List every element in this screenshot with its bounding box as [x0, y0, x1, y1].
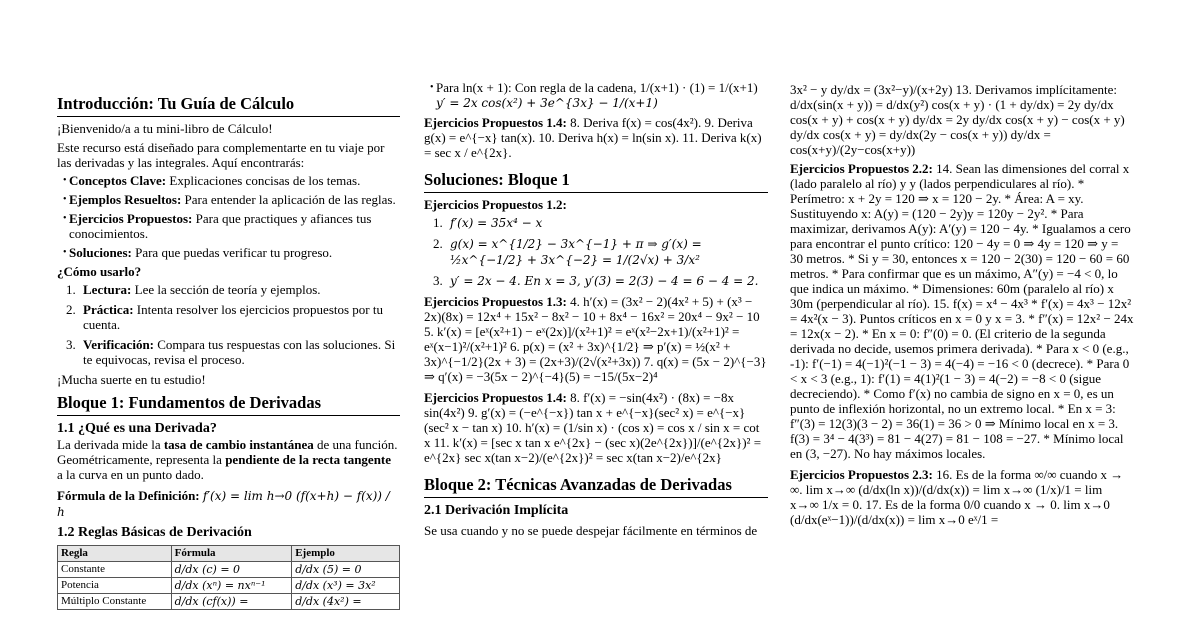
exercises-1-4: Ejercicios Propuestos 1.4: 8. Deriva f(x) = cos(4x²). 9. Deriva g(x) = e^{−x} tan(x). 10. Deriva h(x) = ln(sin x). 11. Deriva k(x) = sec x / e^{2x}. [424, 115, 762, 160]
bloque1-heading: Bloque 1: Fundamentos de Derivadas [57, 393, 400, 416]
column-left [57, 94, 400, 610]
table-row: Múltiplo Constante d/dx (cf(x)) = d/dx (4x²) = [58, 594, 400, 610]
usage-heading: ¿Cómo usarlo? [57, 264, 142, 279]
column-right [790, 82, 1134, 527]
table-row: Potencia d/dx (xⁿ) = nxⁿ⁻¹ d/dx (x³) = 3x² [58, 578, 400, 594]
exercises-2-3: Ejercicios Propuestos 2.3: 16. Es de la forma ∞/∞ cuando x → ∞. lim x→∞ (d/dx(ln x))/(d/dx(x)) = lim x→∞ (1/x)/1 = lim x→∞ 1/x = 0. 17. Es de la forma 0/0 cuando x → 0. lim x→0 (d/dx(eˣ−1))/(d/dx(x)) = lim x→0 eˣ/1 = [790, 467, 1124, 527]
exercises-1-4-solutions: Ejercicios Propuestos 1.4: 8. f′(x) = −sin(4x²) · (8x) = −8x sin(4x²) 9. g′(x) = (−e^{−x}) tan x + e^{−x}(sec² x) = e^{−x}(sec² x − tan x) 10. h′(x) = (1/sin x) · (cos x) = cos x / sin x = cot x 11. k′(x) = [sec x tan x e^{2x} − (sec x)(2e^{2x})]/(e^{2x})² = e^{2x} sec x(tan x−2)/(e^{2x})² = sec x(tan x−2)/e^{2x} [424, 390, 762, 465]
usage-steps [57, 282, 400, 367]
welcome-text: ¡Bienvenido/a a tu mini-libro de Cálculo! [57, 121, 273, 136]
column-middle [424, 80, 768, 538]
list-item: • Ejemplos Resueltos: Para entender la aplicación de las reglas. [63, 192, 400, 207]
table-row: Constante d/dx (c) = 0 d/dx (5) = 0 [58, 562, 400, 578]
definition-formula: Fórmula de la Definición: f′(x) = lim h→0 (f(x+h) − f(x)) / h [57, 488, 390, 519]
implicit-derivation-text: 3x² − y dy/dx = (3x²−y)/(x+2y) 13. Derivamos implícitamente: d/dx(sin(x + y)) = d/dx(y²) cos(x + y) · (1 + dy/dx) = 2y dy/dx cos(x + y) + cos(x + y) dy/dx = 2y dy/dx cos(x + y) − cos(x + y) dy/dx cos(x + y) = dy/dx(2y − cos(x + y)) dy/dx = cos(x+y)/(2y−cos(x+y)) [790, 82, 1125, 157]
list-item: • Conceptos Clave: Explicaciones concisas de los temas. [63, 173, 400, 188]
chain-rule-list [430, 80, 768, 95]
sec11-text: La derivada mide la tasa de cambio instantánea de una función. Geométricamente, representa la pendiente de la recta tangente a la curva en un punto dado. [57, 437, 398, 482]
rules-table [57, 545, 400, 610]
intro-text: Este recurso está diseñado para complementarte en tu viaje por las derivadas y las integrales. Aquí encontrarás: [57, 140, 385, 170]
list-item: 2. g(x) = x^{1/2} − 3x^{−1} + π ⇒ g′(x) = ½x^{−1/2} + 3x^{−2} = 1/(2√x) + 3/x² [433, 236, 702, 267]
exercises-2-2: Ejercicios Propuestos 2.2: 14. Sean las dimensiones del corral x (lado paralelo al río) y y (lados perpendiculares al río). * Perímetro: x + 2y = 120 ⇒ x = 120 − 2y. * Área: A = xy. Sustituyendo x: A(y) = (120 − 2y)y = 120y − 2y². * Para maximizar, derivamos A(y): A′(y) = 120 − 4y. * Igualamos a cero para encontrar el punto crítico: 120 − 4y = 0 ⇒ 4y = 120 ⇒ y = 30 metros. * Si y = 30, entonces x = 120 − 2(30) = 120 − 60 = 60 metros. * Para confirmar que es un máximo, A″(y) = −4 < 0, lo que indica un máximo. * Dimensiones: 60m (paralelo al río) x 30m (perpendicular al río). 15. f(x) = x⁴ − 4x³ * f′(x) = 4x³ − 12x² = 4x²(x − 3). Puntos críticos en x = 0 y x = 3. * f″(x) = 12x² − 24x = 12x(x − 2). * En x = 0: f″(0) = 0. (El criterio de la segunda derivada no decide, usemos primera derivada). * Para x < 0 (e.g., -1): f′(−1) = 4(−1)²(−1 − 3) = 4(−4) = −16 < 0 (decrece). * Para 0 < x < 3 (e.g., 1): f′(1) = 4(1)²(1 − 3) = 4(−2) = −8 < 0 (sigue decreciendo). * Como f′(x) no cambia de signo en x = 0, es un punto de inflexión horizontal, no un extremo local. * En x = 3: f″(3) = 12(3)(3 − 2) = 36(1) = 36 > 0 ⇒ Mínimo local en x = 3. f(3) = 3⁴ − 4(3³) = 81 − 4(27) = 81 − 108 = −27. * Mínimo local en (3, −27). No hay máximos locales. [790, 161, 1134, 461]
exercises-1-3: Ejercicios Propuestos 1.3: 4. h′(x) = (3x² − 2)(4x² + 5) + (x³ − 2x)(8x) = 12x⁴ + 15x² − 8x² − 10 + 8x⁴ − 16x² = 20x⁴ − 9x² − 10 5. k′(x) = [eˣ(x²+1) − eˣ(2x)]/(x²+1)² = eˣ(x²−2x+1)/(x²+1)² = eˣ(x−1)²/(x²+1)² 6. p(x) = (x² + 3x)^{1/2} ⇒ p′(x) = ½(x² + 3x)^{−1/2}(2x + 3) = (2x+3)/(2√(x²+3x)) 7. q(x) = (5x − 2)^{−3} ⇒ q′(x) = −3(5x − 2)^{−4}(5) = −15/(5x−2)⁴ [424, 294, 767, 384]
features-list [63, 173, 400, 260]
solutions-1-2 [424, 215, 768, 289]
sec12-heading: 1.2 Reglas Básicas de Derivación [57, 525, 252, 540]
sec21-heading: 2.1 Derivación Implícita [424, 503, 569, 518]
list-item: 1. Lectura: Lee la sección de teoría y ejemplos. [66, 282, 321, 297]
table-header-row: Regla Fórmula Ejemplo [58, 546, 400, 562]
list-item: • Para ln(x + 1): Con regla de la cadena, 1/(x+1) · (1) = 1/(x+1) [430, 80, 768, 95]
closing-text: ¡Mucha suerte en tu estudio! [57, 372, 206, 387]
sec21-text: Se usa cuando y no se puede despejar fácilmente en términos de [424, 523, 758, 538]
result-equation: y′ = 2x cos(x²) + 3e^{3x} − 1/(x+1) [436, 96, 658, 110]
intro-heading: Introducción: Tu Guía de Cálculo [57, 94, 400, 117]
list-item: • Ejercicios Propuestos: Para que practiques y afiances tus conocimientos. [63, 211, 400, 241]
exercises-1-2-label: Ejercicios Propuestos 1.2: [424, 197, 567, 212]
list-item: 3. Verificación: Compara tus respuestas con las soluciones. Si te equivocas, revisa el proceso. [66, 337, 396, 367]
sec11-heading: 1.1 ¿Qué es una Derivada? [57, 421, 217, 436]
list-item: • Soluciones: Para que puedas verificar tu progreso. [63, 245, 400, 260]
solutions-heading: Soluciones: Bloque 1 [424, 170, 768, 193]
list-item: 1. f′(x) = 35x⁴ − x [433, 215, 543, 230]
list-item: 2. Práctica: Intenta resolver los ejercicios propuestos por tu cuenta. [66, 302, 383, 332]
list-item: 3. y′ = 2x − 4. En x = 3, y′(3) = 2(3) − 4 = 6 − 4 = 2. [433, 273, 759, 288]
bloque2-heading: Bloque 2: Técnicas Avanzadas de Derivadas [424, 475, 768, 498]
